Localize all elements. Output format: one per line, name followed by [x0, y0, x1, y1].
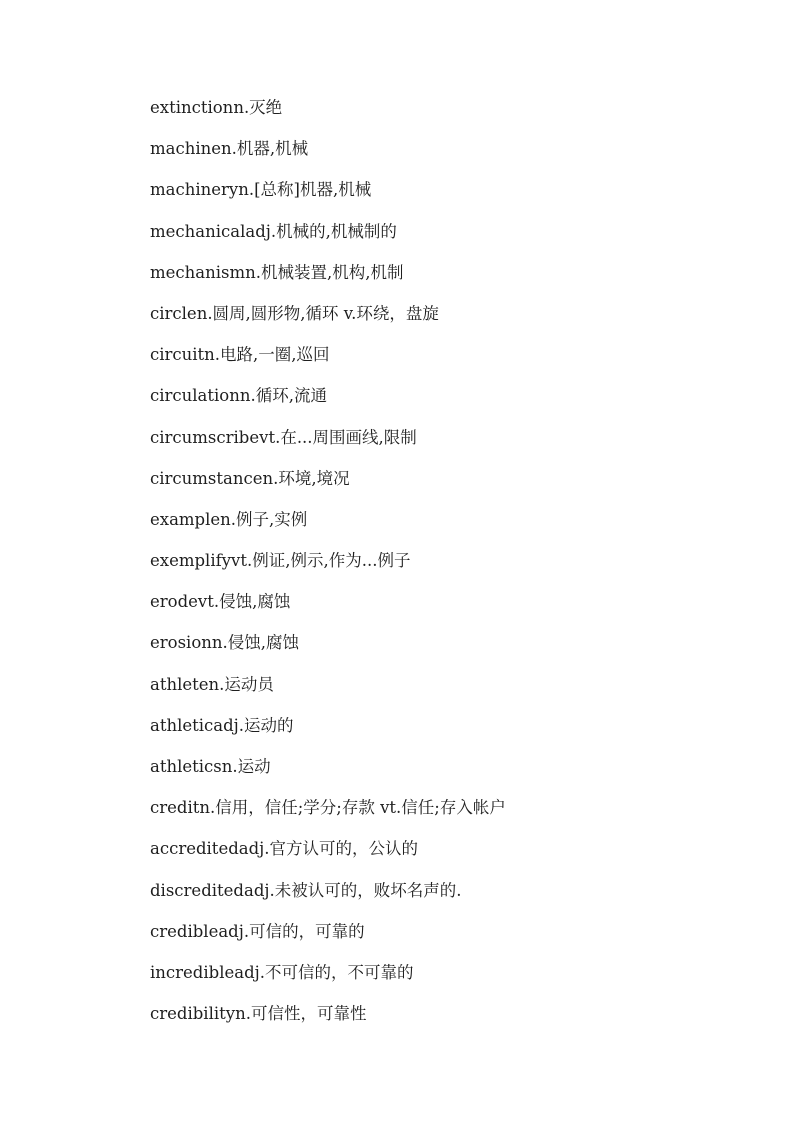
- vocabulary-list: [150, 94, 506, 1041]
- vocabulary-entry: mechanismn.机械装置,机构,机制: [150, 262, 404, 282]
- vocabulary-entry: accreditedadj.官方认可的，公认的: [150, 839, 419, 859]
- vocabulary-entry: incredibleadj.不可信的，不可靠的: [150, 962, 414, 982]
- vocabulary-entry: machinen.机器,机械: [150, 139, 309, 159]
- vocabulary-entry: mechanicaladj.机械的,机械制的: [150, 221, 397, 241]
- vocabulary-entry: exemplifyvt.例证,例示,作为...例子: [150, 551, 411, 571]
- vocabulary-entry: examplen.例子,实例: [150, 509, 308, 529]
- vocabulary-entry: circumscribevt.在...周围画线,限制: [150, 427, 417, 447]
- vocabulary-entry: extinctionn.灭绝: [150, 98, 283, 117]
- vocabulary-entry: circumstancen.环境,境况: [150, 468, 350, 488]
- vocabulary-entry: erosionn.侵蚀,腐蚀: [150, 633, 300, 653]
- vocabulary-entry: discreditedadj.未被认可的，败坏名声的.: [150, 880, 462, 900]
- vocabulary-entry: athleticadj.运动的: [150, 715, 294, 735]
- vocabulary-entry: creditn.信用，信任;学分;存款 vt.信任;存入帐户: [150, 798, 506, 818]
- vocabulary-entry: athleticsn.运动: [150, 757, 271, 776]
- vocabulary-entry: circulationn.循环,流通: [150, 386, 327, 406]
- vocabulary-entry: erodevt.侵蚀,腐蚀: [150, 592, 291, 612]
- vocabulary-entry: circlen.圆周,圆形物,循环 v.环绕，盘旋: [150, 303, 439, 323]
- vocabulary-entry: credibilityn.可信性，可靠性: [150, 1004, 367, 1024]
- vocabulary-entry: machineryn.[总称]机器,机械: [150, 180, 372, 200]
- vocabulary-entry: circuitn.电路,一圈,巡回: [150, 345, 330, 365]
- vocabulary-entry: credibleadj.可信的，可靠的: [150, 921, 365, 941]
- vocabulary-entry: athleten.运动员: [150, 674, 274, 694]
